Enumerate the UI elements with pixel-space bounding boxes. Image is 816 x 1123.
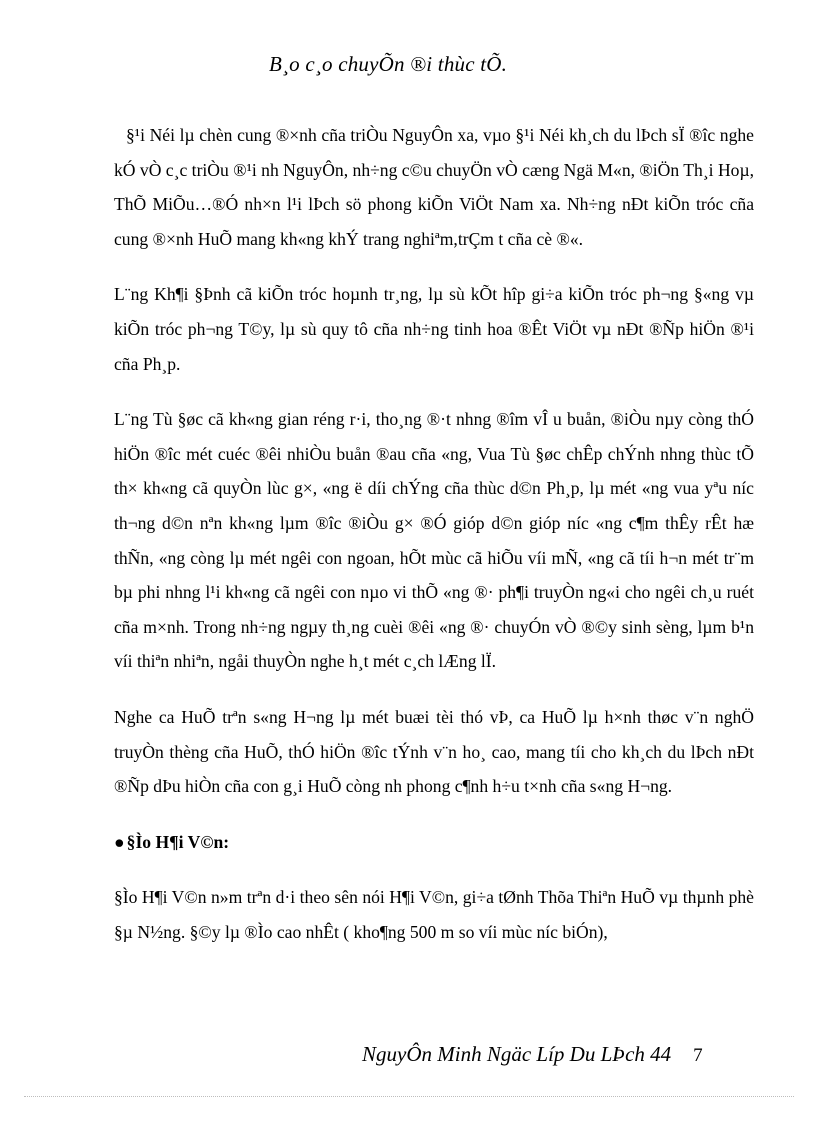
paragraph-dai-noi: §¹i Néi lµ chèn cung ®×nh cña triÒu NguyÔn xa, vµo §¹i Néi kh¸ch du lÞch sÏ ®îc nghe kÓ vÒ c¸c triÒu ®¹i nh NguyÔn, nh÷ng c©u chuyÖn vÒ cæng Ngä M«n, ®iÖn Th¸i Hoµ, ThÕ MiÕu…®Ó nh×n l¹i lÞch sö phong kiÕn ViÖt Nam xa. Nh÷ng nÐt kiÕn tróc cña cung ®×nh HuÕ mang kh«ng khÝ trang nghiªm,trÇm t cña cè ®«. (114, 125, 754, 249)
document-body (114, 118, 754, 970)
paragraph-lang-khai-dinh: L¨ng Kh¶i §Þnh cã kiÕn tróc hoµnh tr¸ng, lµ sù kÕt hîp gi÷a kiÕn tróc ph¬ng §«ng vµ kiÕn tróc ph¬ng T©y, lµ sù quy tô cña nh÷ng tinh hoa ®Êt ViÖt vµ nÐt ®Ñp hiÖn ®¹i cña Ph¸p. (114, 284, 754, 374)
footer-author-class: NguyÔn Minh Ngäc Líp Du LÞch 44 (362, 1042, 672, 1066)
paragraph-lang-tu-duc: L¨ng Tù §øc cã kh«ng gian réng r·i, tho¸ng ®·t nhng ®îm vÎ u buån, ®iÒu nµy còng thÓ hiÖn ®îc mét cuéc ®êi nhiÒu buån ®au cña «ng, Vua Tù §øc chÊp chÝnh nhng thùc tÕ th× kh«ng cã quyÒn lùc g×, «ng ë díi chÝng cña thùc d©n Ph¸p, lµ mét «ng vua yªu níc th¬ng d©n nªn kh«ng lµm ®îc ®iÒu g× ®Ó gióp d©n gióp níc «ng c¶m thÊy rÊt hæ thÑn, «ng còng lµ mét ngêi con ngoan, hÕt mùc cã hiÕu víi mÑ, «ng cã tíi h¬n mét tr¨m bµ phi nhng l¹i kh«ng cã ngêi con nµo vi thÕ «ng ®· ph¶i truyÒn ng«i cho ngêi ch¸u ruét cña m×nh. Trong nh÷ng ngµy th¸ng cuèi ®êi «ng ®· chuyÓn vÒ ®©y sinh sèng, lµm b¹n víi thiªn nhiªn, ngåi thuyÒn nghe h¸t mét c¸ch lÆng lÏ. (114, 409, 754, 672)
section-heading (114, 825, 754, 860)
bullet-icon: ● (114, 831, 125, 852)
paragraph-deo-hai-van: §Ìo H¶i V©n n»m trªn d·i theo sên nói H¶i V©n, gi÷a tØnh Thõa Thiªn HuÕ vµ thµnh phè §µ N½ng. §©y lµ ®Ìo cao nhÊt ( kho¶ng 500 m so víi mùc níc biÓn), (114, 887, 754, 942)
page-number: 7 (693, 1045, 703, 1066)
section-heading-text: §Ìo H¶i V©n: (126, 831, 230, 852)
page-footer (362, 1042, 703, 1067)
page-header-title: B¸o c¸o chuyÕn ®i thùc tÕ. (268, 52, 508, 76)
page-bottom-divider (24, 1096, 794, 1097)
paragraph-ca-hue: Nghe ca HuÕ trªn s«ng H¬ng lµ mét buæi tèi thó vÞ, ca HuÕ lµ h×nh thøc v¨n nghÖ truyÒn thèng cña HuÕ, thÓ hiÖn ®îc tÝnh v¨n ho¸ cao, mang tíi cho kh¸ch du lÞch nÐt ®Ñp dÞu hiÒn cña con g¸i HuÕ còng nh phong c¶nh h÷u t×nh cña s«ng H¬ng. (114, 706, 754, 797)
